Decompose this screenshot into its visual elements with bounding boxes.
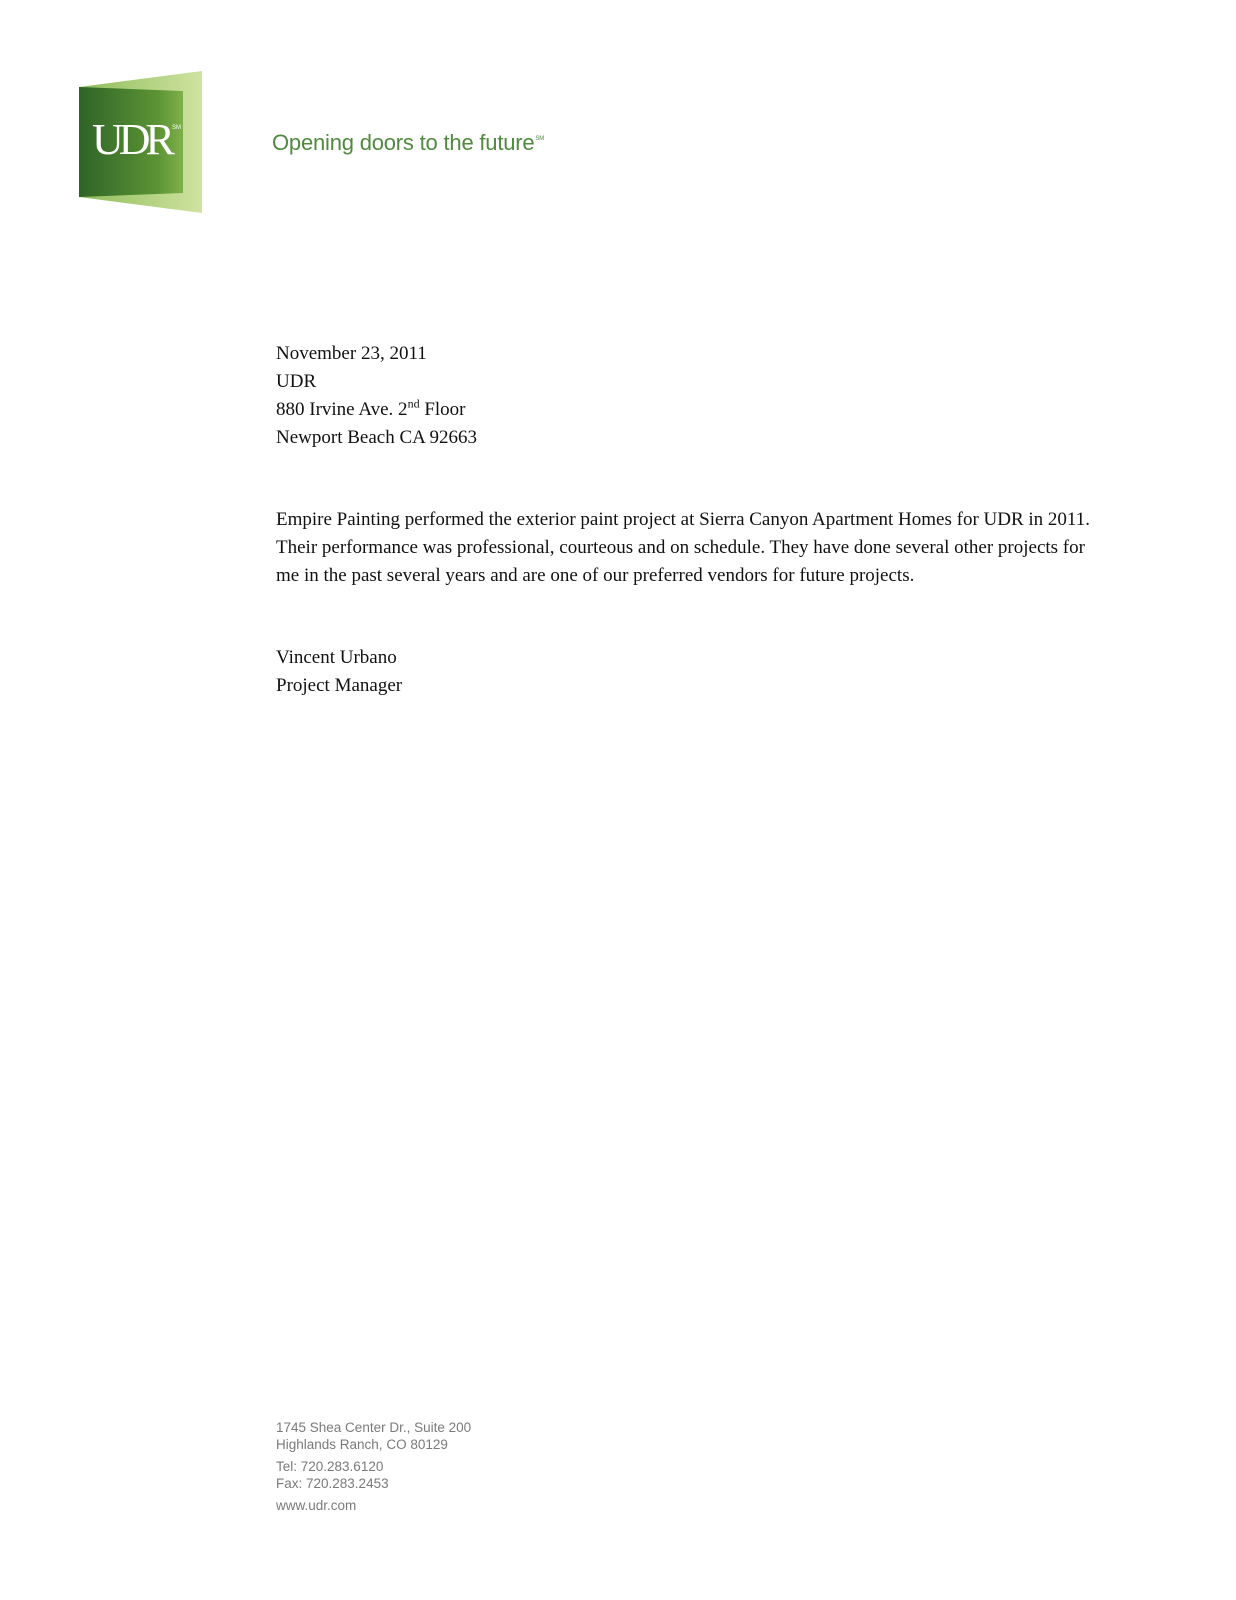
footer-phone [276,1459,471,1492]
tagline [272,130,544,156]
footer-fax: Fax: 720.283.2453 [276,1475,389,1491]
footer-street: 1745 Shea Center Dr., Suite 200 [276,1420,472,1435]
tagline-text: Opening doors to the future [272,130,535,155]
logo-service-mark: SM [172,125,181,131]
footer-address [276,1420,471,1453]
address-line1-ordinal: nd [407,396,420,411]
tagline-service-mark: SM [535,136,545,142]
letter-body [276,340,1096,700]
footer-tel: Tel: 720.283.6120 [276,1459,384,1474]
recipient-address-line1 [276,396,1096,424]
signer-name: Vincent Urbano [276,647,397,668]
address-line1-end: Floor [419,399,466,420]
recipient-name: UDR [276,371,317,392]
footer-city: Highlands Ranch, CO 80129 [276,1436,448,1452]
letter-paragraph: Empire Painting performed the exterior paint project at Sierra Canyon Apartment Homes for UDR in 2011. Their performance was professional, courteous and on schedule. They have done several other projects for me in the past several years and are one of our preferred vendors for future projects. [276,509,1090,586]
letter-date: November 23, 2011 [276,343,427,364]
address-line1-start: 880 Irvine Ave. 2 [276,399,408,420]
signer-title: Project Manager [276,675,403,696]
footer-contact [276,1420,471,1521]
footer-website: www.udr.com [276,1498,357,1513]
udr-logo [79,71,204,213]
logo-wordmark: UDR [92,115,170,164]
signature-block [276,644,1096,700]
recipient-address-line2: Newport Beach CA 92663 [276,427,478,448]
footer-web [276,1498,471,1515]
